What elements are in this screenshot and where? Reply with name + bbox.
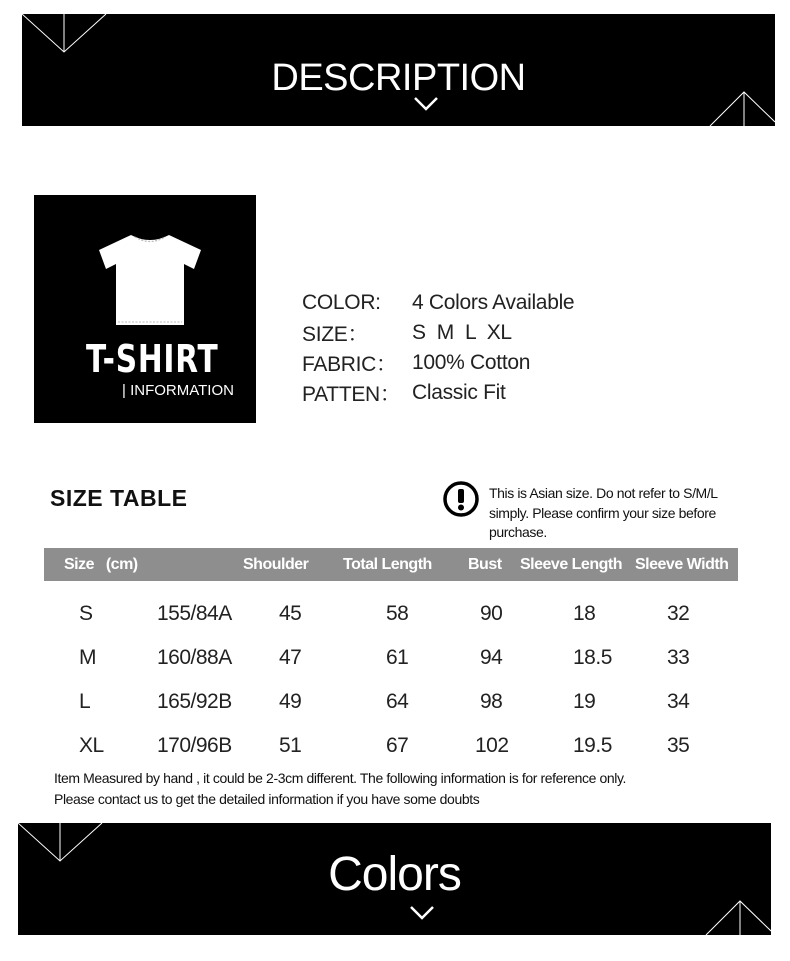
tshirt-title: T-SHIRT — [86, 337, 219, 381]
spec-row-size — [302, 318, 574, 348]
spec-label: PATTEN： — [302, 383, 401, 406]
tshirt-subtitle: | INFORMATION — [122, 382, 234, 399]
cell-sleeve-length: 19.5 — [573, 734, 612, 757]
spec-row-fabric — [302, 348, 574, 378]
spec-value: 100% Cotton — [412, 351, 531, 374]
cell-code: 155/84A — [157, 602, 232, 625]
header-shoulder: Shoulder — [243, 556, 309, 573]
banner-title: Colors — [328, 848, 461, 901]
header-sleeve-width: Sleeve Width — [635, 556, 729, 573]
cell-bust: 90 — [480, 602, 503, 625]
spec-label: FABRIC： — [302, 353, 397, 376]
spec-row-pattern — [302, 378, 574, 408]
spec-value: Classic Fit — [412, 381, 506, 404]
cell-code: 160/88A — [157, 646, 232, 669]
cell-size: M — [79, 646, 96, 669]
spec-value: 4 Colors Available — [412, 291, 575, 314]
chevron-down-icon — [413, 96, 439, 112]
spec-value: S M L XL — [412, 321, 512, 344]
spec-label: COLOR: — [302, 291, 381, 314]
description-banner — [22, 14, 775, 126]
cell-shoulder: 49 — [279, 690, 302, 713]
size-table-header — [44, 548, 738, 581]
size-notice: This is Asian size. Do not refer to S/M/L simply. Please confirm your size before purchase. — [489, 485, 718, 540]
cell-total-length: 61 — [386, 646, 409, 669]
cell-code: 165/92B — [157, 690, 232, 713]
cell-bust: 94 — [480, 646, 503, 669]
cell-sleeve-length: 18 — [573, 602, 596, 625]
header-bust: Bust — [468, 556, 502, 573]
cell-size: S — [79, 602, 93, 625]
cell-sleeve-width: 34 — [667, 690, 690, 713]
colors-banner — [18, 823, 771, 935]
cell-total-length: 58 — [386, 602, 409, 625]
spec-list — [302, 288, 574, 408]
tshirt-info-card — [34, 195, 256, 423]
cell-total-length: 67 — [386, 734, 409, 757]
spec-label: SIZE： — [302, 323, 369, 346]
cell-sleeve-width: 32 — [667, 602, 690, 625]
cell-shoulder: 51 — [279, 734, 302, 757]
header-total-length: Total Length — [343, 556, 432, 573]
cell-sleeve-width: 35 — [667, 734, 690, 757]
cell-bust: 102 — [475, 734, 509, 757]
cell-total-length: 64 — [386, 690, 409, 713]
cell-sleeve-length: 19 — [573, 690, 596, 713]
header-sleeve-length: Sleeve Length — [520, 556, 622, 573]
cell-shoulder: 47 — [279, 646, 302, 669]
size-table-title: SIZE TABLE — [50, 485, 188, 511]
cell-shoulder: 45 — [279, 602, 302, 625]
cell-code: 170/96B — [157, 734, 232, 757]
banner-title: DESCRIPTION — [271, 57, 526, 99]
cell-size: L — [79, 690, 91, 713]
footnote-line: Item Measured by hand , it could be 2-3cm different. The following information is for reference only. — [54, 770, 627, 786]
header-size: Size (cm) — [64, 556, 138, 573]
exclamation-icon — [443, 481, 479, 517]
spec-row-color — [302, 288, 574, 318]
chevron-down-icon — [409, 905, 435, 921]
cell-sleeve-width: 33 — [667, 646, 690, 669]
cell-bust: 98 — [480, 690, 503, 713]
cell-size: XL — [79, 734, 104, 757]
cell-sleeve-length: 18.5 — [573, 646, 612, 669]
footnote-line: Please contact us to get the detailed information if you have some doubts — [54, 790, 480, 807]
measurement-footnote — [54, 768, 626, 809]
tshirt-icon — [98, 231, 202, 329]
